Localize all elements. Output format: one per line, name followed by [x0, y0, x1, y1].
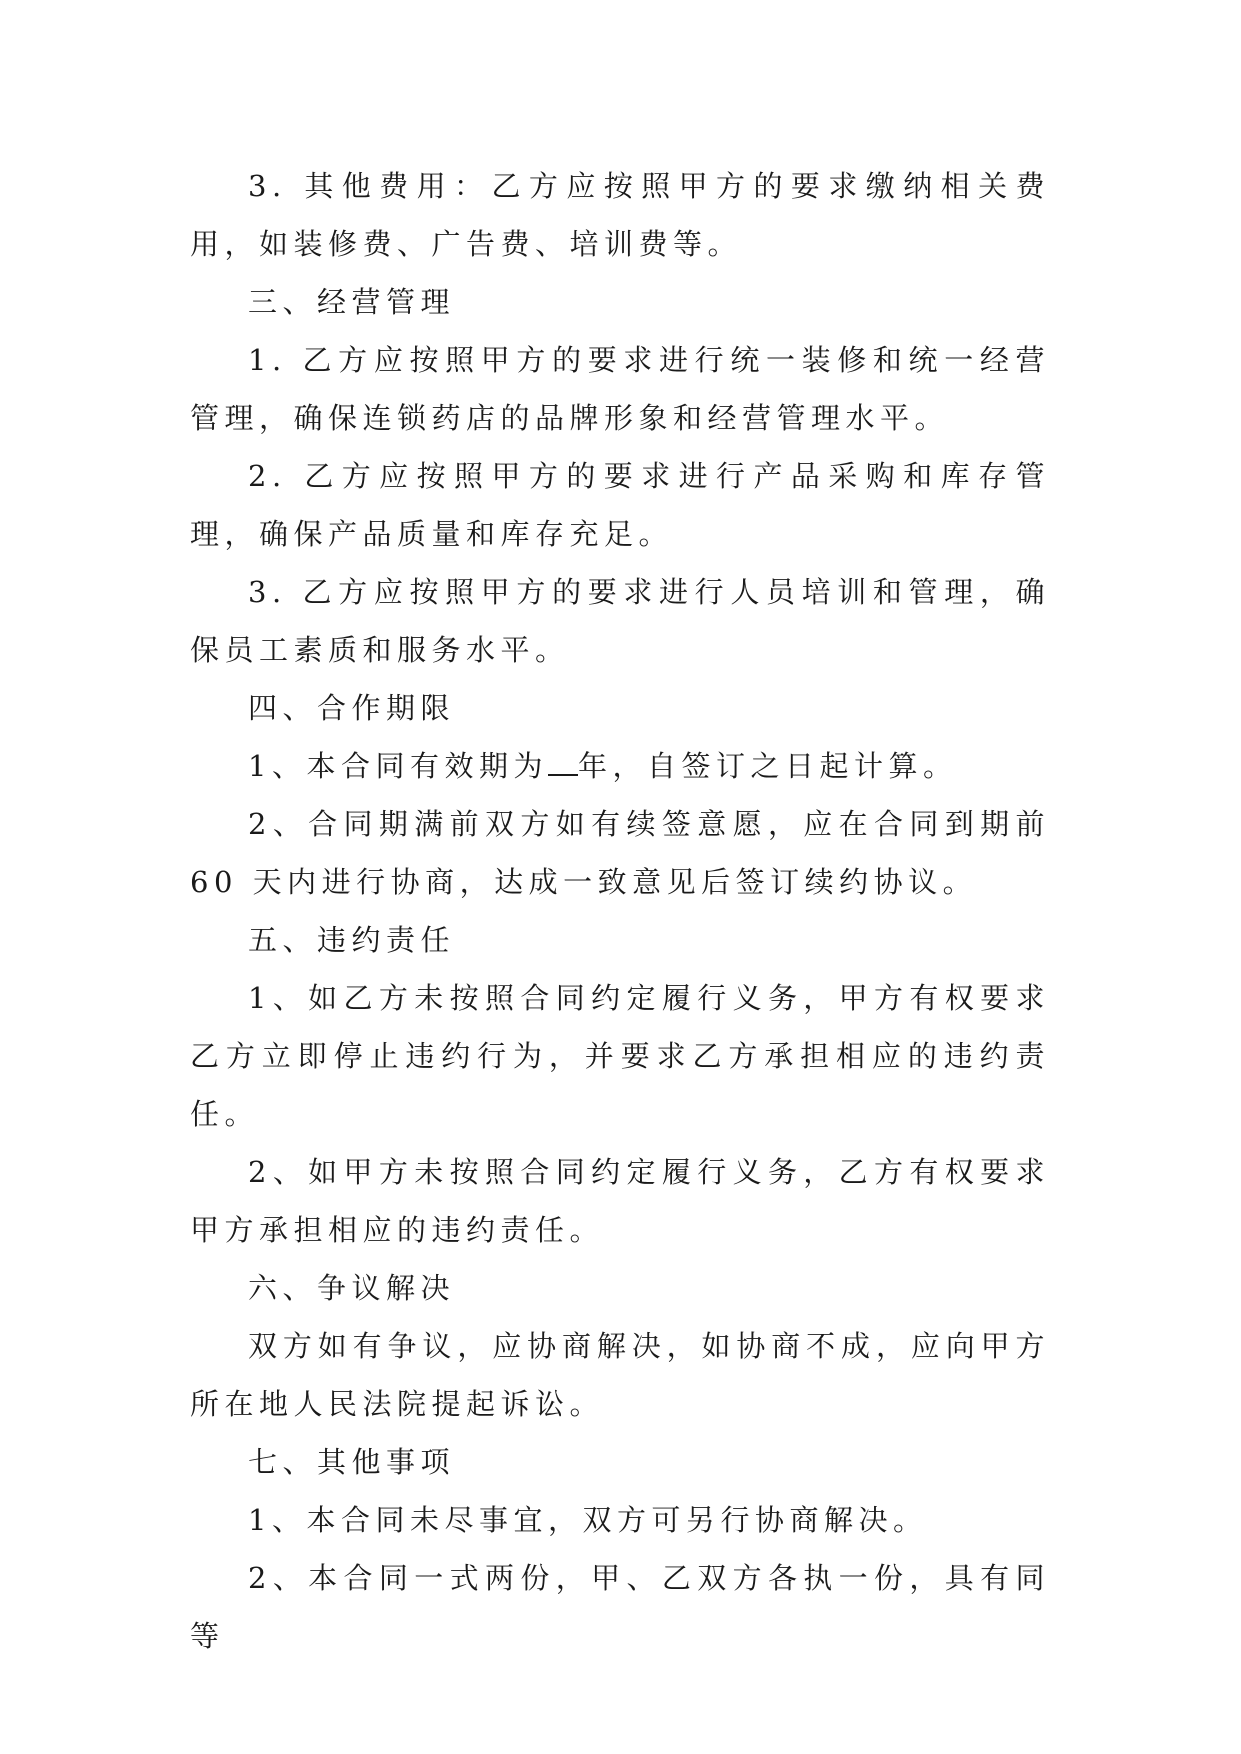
section-heading-term: 四、合作期限	[248, 691, 456, 725]
section-heading-dispute: 六、争议解决	[248, 1271, 456, 1305]
paragraph-other-2: 2、本合同一式两份，甲、乙双方各执一份，具有同等	[190, 1561, 1050, 1653]
paragraph-other-1: 1、本合同未尽事宜，双方可另行协商解决。	[248, 1503, 928, 1537]
paragraph-liability-1: 1、如乙方未按照合同约定履行义务，甲方有权要求乙方立即停止违约行为，并要求乙方承担相应的违约责任。	[190, 981, 1050, 1131]
paragraph-dispute: 双方如有争议，应协商解决，如协商不成，应向甲方所在地人民法院提起诉讼。	[190, 1329, 1050, 1421]
paragraph-management-1: 1. 乙方应按照甲方的要求进行统一装修和统一经营管理，确保连锁药店的品牌形象和经营管理水平。	[190, 343, 1050, 435]
paragraph-liability-2: 2、如甲方未按照合同约定履行义务，乙方有权要求甲方承担相应的违约责任。	[190, 1155, 1050, 1247]
paragraph-other-fees: 3. 其他费用：乙方应按照甲方的要求缴纳相关费用，如装修费、广告费、培训费等。	[190, 169, 1050, 261]
term-1-text-after: 年，自签订之日起计算。	[577, 749, 958, 783]
paragraph-term-2: 2、合同期满前双方如有续签意愿，应在合同到期前 60 天内进行协商，达成一致意见后签订续约协议。	[190, 807, 1050, 899]
paragraph-term-1	[190, 737, 1050, 795]
term-years-blank	[548, 750, 578, 776]
paragraph-management-3: 3. 乙方应按照甲方的要求进行人员培训和管理，确保员工素质和服务水平。	[190, 575, 1050, 667]
paragraph-management-2: 2. 乙方应按照甲方的要求进行产品采购和库存管理，确保产品质量和库存充足。	[190, 459, 1050, 551]
term-1-text-before: 1、本合同有效期为	[248, 749, 548, 783]
document-body	[190, 157, 1050, 1665]
section-heading-management: 三、经营管理	[248, 285, 456, 319]
section-heading-liability: 五、违约责任	[248, 923, 456, 957]
section-heading-other: 七、其他事项	[248, 1445, 456, 1479]
